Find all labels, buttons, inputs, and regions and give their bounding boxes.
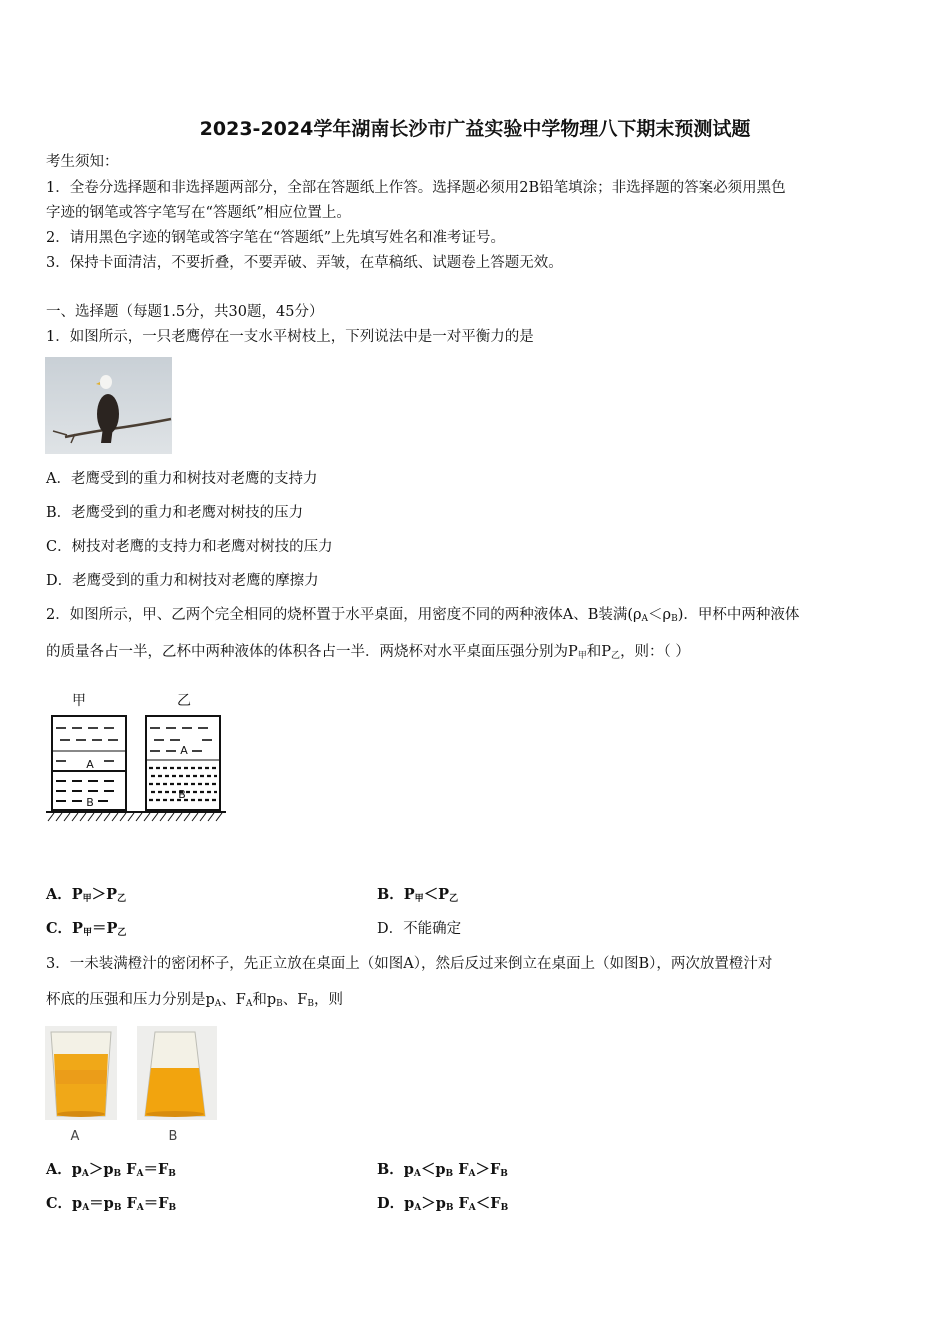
juice-cups-photo xyxy=(45,1026,217,1146)
notice-line-3: 2．请用黑色字迹的钢笔或答字笔在“答题纸”上先填写姓名和准考证号。 xyxy=(46,230,506,246)
q3-stem-line-1: 3．一未装满橙汁的密闭杯子，先正立放在桌面上（如图A），然后反过来倒立在桌面上（如图B），两次放置橙汁对 xyxy=(46,956,773,972)
beaker-2-label-b: B xyxy=(178,788,186,801)
q1-option-b: B．老鹰受到的重力和老鹰对树技的压力 xyxy=(46,505,304,521)
q3-option-a: A．$p_A>p_B$ $F_A=F_B$ xyxy=(46,1161,176,1179)
q1-option-d: D．老鹰受到的重力和树技对老鹰的摩擦力 xyxy=(46,573,319,589)
label-yi: 乙 xyxy=(177,693,191,709)
section-heading: 一、选择题（每题1.5分，共30题，45分） xyxy=(46,304,324,320)
q1-option-c: C．树技对老鹰的支持力和老鹰对树技的压力 xyxy=(46,539,333,555)
beakers-diagram xyxy=(44,688,228,828)
cup-label-b: B xyxy=(168,1129,178,1144)
q2-option-a: A．$P_甲>P_乙$ xyxy=(46,886,127,904)
q3-option-b: B．$p_A<p_B$ $F_A>F_B$ xyxy=(377,1161,508,1179)
notice-line-2: 字迹的钢笔或答字笔写在“答题纸”相应位置上。 xyxy=(46,205,351,221)
notice-line-1: 1．全卷分选择题和非选择题两部分，全部在答题纸上作答。选择题必须用2B铅笔填涂；非选择题的答案必须用黑色 xyxy=(46,180,786,196)
q3-option-d: D．$p_A>p_B$ $F_A<F_B$ xyxy=(377,1195,509,1213)
beaker-1-label-b: B xyxy=(86,796,94,809)
notice-line-4: 3．保持卡面清洁，不要折叠，不要弄破、弄皱，在草稿纸、试题卷上答题无效。 xyxy=(46,255,563,271)
q2-stem-line-1: 2．如图所示，甲、乙两个完全相同的烧杯置于水平桌面，用密度不同的两种液体A、B装满$(\rho_A<\rho_B)$．甲杯中两种液体 xyxy=(46,607,800,624)
eagle-photo xyxy=(45,357,172,454)
q3-option-c: C．$p_A=p_B$ $F_A=F_B$ xyxy=(46,1195,177,1213)
q2-stem-line-2: 的质量各占一半，乙杯中两种液体的体积各占一半．两烧杯对水平桌面压强分别为$P_甲$和$P_乙$，则：（ ） xyxy=(46,644,690,661)
q3-stem-line-2: 杯底的压强和压力分别是$p_A$、$F_A$和$p_B$、$F_B$，则 xyxy=(46,992,343,1009)
q2-option-b: B．$P_甲<P_乙$ xyxy=(377,886,459,904)
q2-option-d: D．不能确定 xyxy=(377,921,462,937)
cup-label-a: A xyxy=(70,1129,80,1144)
notice-heading: 考生须知： xyxy=(46,154,119,170)
beaker-2-label-a: A xyxy=(180,744,188,757)
beaker-1-label-a: A xyxy=(86,758,94,771)
q1-option-a: A．老鹰受到的重力和树技对老鹰的支持力 xyxy=(46,471,318,487)
q1-stem: 1．如图所示，一只老鹰停在一支水平树枝上，下列说法中是一对平衡力的是 xyxy=(46,329,534,345)
label-jia: 甲 xyxy=(72,693,86,709)
page-title: 2023-2024学年湖南长沙市广益实验中学物理八下期末预测试题 xyxy=(199,118,751,140)
q2-option-c: C．$P_甲=P_乙$ xyxy=(46,920,127,938)
